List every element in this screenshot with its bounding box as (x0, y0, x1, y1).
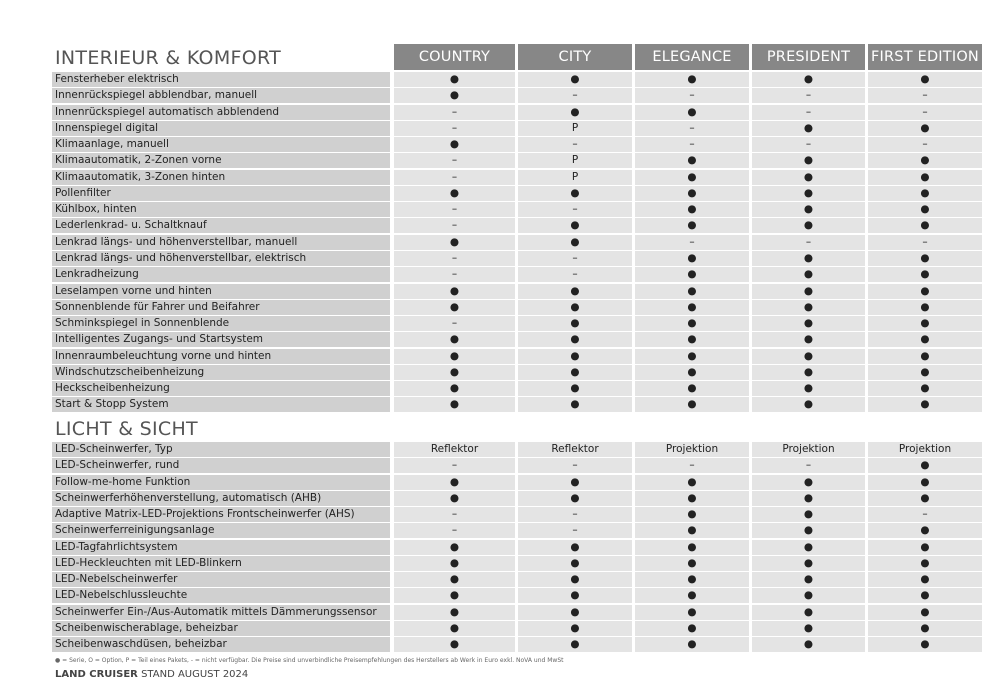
row-label: Sonnenblende für Fahrer und Beifahrer (52, 300, 390, 315)
table-row (0, 397, 990, 412)
row-value-first-edition: ● (868, 267, 982, 282)
row-value-elegance: ● (635, 332, 749, 347)
row-value-president: ● (752, 284, 865, 299)
row-value-country: – (394, 251, 515, 266)
table-row (0, 121, 990, 136)
table-row (0, 218, 990, 233)
row-value-elegance: ● (635, 475, 749, 490)
table-row (0, 186, 990, 201)
row-label: Klimaautomatik, 2-Zonen vorne (52, 153, 390, 168)
row-value-elegance: Projektion (635, 442, 749, 457)
row-value-country: ● (394, 491, 515, 506)
row-value-elegance: ● (635, 202, 749, 217)
row-value-president: Projektion (752, 442, 865, 457)
row-value-country: ● (394, 556, 515, 571)
row-value-elegance: ● (635, 349, 749, 364)
row-value-president: ● (752, 218, 865, 233)
row-label: Scheinwerferhöhenverstellung, automatisch (AHB) (52, 491, 390, 506)
row-label: Scheibenwischerablage, beheizbar (52, 621, 390, 636)
row-label: Scheinwerferreinigungsanlage (52, 523, 390, 538)
row-value-first-edition: ● (868, 202, 982, 217)
row-value-elegance: – (635, 235, 749, 250)
row-label: LED-Scheinwerfer, Typ (52, 442, 390, 457)
row-value-elegance: ● (635, 153, 749, 168)
row-value-city: ● (518, 540, 632, 555)
row-value-president: ● (752, 637, 865, 652)
row-value-first-edition: ● (868, 186, 982, 201)
column-header-country: COUNTRY (394, 44, 515, 70)
row-value-president: – (752, 88, 865, 103)
table-row (0, 88, 990, 103)
row-value-city: ● (518, 316, 632, 331)
row-value-elegance: ● (635, 491, 749, 506)
row-value-first-edition: ● (868, 637, 982, 652)
row-value-elegance: ● (635, 621, 749, 636)
row-value-elegance: ● (635, 540, 749, 555)
table-row (0, 202, 990, 217)
row-value-first-edition: – (868, 105, 982, 120)
row-value-elegance: ● (635, 397, 749, 412)
column-header-elegance: ELEGANCE (635, 44, 749, 70)
row-value-elegance: ● (635, 218, 749, 233)
column-header-city: CITY (518, 44, 632, 70)
table-row (0, 523, 990, 538)
row-value-president: ● (752, 507, 865, 522)
row-value-president: ● (752, 365, 865, 380)
row-value-country: – (394, 458, 515, 473)
row-label: Klimaanlage, manuell (52, 137, 390, 152)
table-row (0, 105, 990, 120)
row-value-president: ● (752, 72, 865, 87)
row-value-elegance: ● (635, 605, 749, 620)
table-row (0, 300, 990, 315)
brand-model: LAND CRUISER (55, 669, 138, 680)
row-value-city: ● (518, 332, 632, 347)
row-value-country: ● (394, 475, 515, 490)
row-value-country: ● (394, 137, 515, 152)
table-row (0, 365, 990, 380)
row-value-first-edition: ● (868, 491, 982, 506)
row-value-president: ● (752, 588, 865, 603)
row-value-president: – (752, 235, 865, 250)
row-value-president: ● (752, 475, 865, 490)
row-value-first-edition: ● (868, 284, 982, 299)
row-value-country: ● (394, 381, 515, 396)
row-value-city: Reflektor (518, 442, 632, 457)
table-row (0, 153, 990, 168)
row-value-city: ● (518, 349, 632, 364)
row-label: LED-Nebelscheinwerfer (52, 572, 390, 587)
row-value-first-edition: ● (868, 316, 982, 331)
row-value-elegance: ● (635, 170, 749, 185)
table-row (0, 637, 990, 652)
row-value-first-edition: ● (868, 365, 982, 380)
table-row (0, 507, 990, 522)
row-value-elegance: ● (635, 300, 749, 315)
row-value-country: ● (394, 588, 515, 603)
row-label: Windschutzscheibenheizung (52, 365, 390, 380)
table-row (0, 267, 990, 282)
row-value-elegance: – (635, 458, 749, 473)
row-value-first-edition: ● (868, 572, 982, 587)
row-value-city: ● (518, 300, 632, 315)
row-value-country: ● (394, 88, 515, 103)
row-label: Lenkrad längs- und höhenverstellbar, elektrisch (52, 251, 390, 266)
row-label: Innenraumbeleuchtung vorne und hinten (52, 349, 390, 364)
row-value-president: ● (752, 332, 865, 347)
row-label: Scheibenwaschdüsen, beheizbar (52, 637, 390, 652)
row-value-city: ● (518, 588, 632, 603)
row-value-country: – (394, 218, 515, 233)
row-value-city: ● (518, 72, 632, 87)
row-value-first-edition: ● (868, 121, 982, 136)
table-row (0, 491, 990, 506)
table-row (0, 381, 990, 396)
row-label: Fensterheber elektrisch (52, 72, 390, 87)
table-row (0, 621, 990, 636)
row-value-country: ● (394, 397, 515, 412)
row-value-president: ● (752, 491, 865, 506)
row-value-city: – (518, 137, 632, 152)
table-row (0, 349, 990, 364)
brand-stand: STAND AUGUST 2024 (141, 669, 249, 680)
row-value-president: ● (752, 556, 865, 571)
column-header-row (0, 44, 990, 70)
row-value-president: ● (752, 349, 865, 364)
row-label: Adaptive Matrix-LED-Projektions Frontscheinwerfer (AHS) (52, 507, 390, 522)
row-label: Schminkspiegel in Sonnenblende (52, 316, 390, 331)
row-value-first-edition: ● (868, 621, 982, 636)
row-value-elegance: ● (635, 284, 749, 299)
row-value-elegance: ● (635, 105, 749, 120)
row-value-country: ● (394, 637, 515, 652)
row-value-city: – (518, 202, 632, 217)
row-label: LED-Heckleuchten mit LED-Blinkern (52, 556, 390, 571)
row-value-city: ● (518, 621, 632, 636)
row-value-city: ● (518, 605, 632, 620)
row-value-president: ● (752, 540, 865, 555)
row-value-first-edition: – (868, 88, 982, 103)
row-value-elegance: – (635, 121, 749, 136)
row-value-president: ● (752, 186, 865, 201)
row-value-city: ● (518, 218, 632, 233)
row-value-country: – (394, 202, 515, 217)
row-value-city: ● (518, 105, 632, 120)
row-value-country: – (394, 170, 515, 185)
row-value-first-edition: Projektion (868, 442, 982, 457)
row-value-elegance: ● (635, 267, 749, 282)
table-row (0, 556, 990, 571)
row-value-first-edition: ● (868, 540, 982, 555)
table-row (0, 475, 990, 490)
row-label: Heckscheibenheizung (52, 381, 390, 396)
row-value-city: ● (518, 365, 632, 380)
row-value-first-edition: – (868, 507, 982, 522)
row-value-country: ● (394, 300, 515, 315)
row-value-president: ● (752, 251, 865, 266)
row-value-president: ● (752, 621, 865, 636)
row-value-elegance: ● (635, 251, 749, 266)
table-row (0, 458, 990, 473)
row-value-country: ● (394, 235, 515, 250)
row-label: Scheinwerfer Ein-/Aus-Automatik mittels Dämmerungssensor (52, 605, 390, 620)
row-value-president: ● (752, 300, 865, 315)
row-value-city: – (518, 507, 632, 522)
row-value-president: ● (752, 316, 865, 331)
row-value-elegance: ● (635, 365, 749, 380)
table-row (0, 540, 990, 555)
row-value-first-edition: ● (868, 72, 982, 87)
row-value-president: ● (752, 397, 865, 412)
row-value-city: ● (518, 475, 632, 490)
row-value-city: ● (518, 284, 632, 299)
row-value-president: – (752, 105, 865, 120)
row-value-elegance: ● (635, 316, 749, 331)
row-value-country: – (394, 121, 515, 136)
row-value-first-edition: ● (868, 332, 982, 347)
row-value-country: ● (394, 284, 515, 299)
row-value-president: ● (752, 572, 865, 587)
table-row (0, 605, 990, 620)
row-value-city: – (518, 523, 632, 538)
brand-line (55, 669, 248, 680)
row-label: Lenkradheizung (52, 267, 390, 282)
row-value-elegance: ● (635, 186, 749, 201)
table-row (0, 251, 990, 266)
row-value-city: – (518, 458, 632, 473)
row-label: Follow-me-home Funktion (52, 475, 390, 490)
row-value-first-edition: ● (868, 523, 982, 538)
row-value-president: ● (752, 121, 865, 136)
row-value-elegance: – (635, 137, 749, 152)
row-value-elegance: – (635, 88, 749, 103)
row-value-first-edition: ● (868, 349, 982, 364)
row-value-president: ● (752, 170, 865, 185)
row-value-first-edition: ● (868, 475, 982, 490)
column-header-president: PRESIDENT (752, 44, 865, 70)
row-value-city: – (518, 88, 632, 103)
table-row (0, 316, 990, 331)
row-value-first-edition: – (868, 137, 982, 152)
row-label: Lederlenkrad- u. Schaltknauf (52, 218, 390, 233)
row-value-country: ● (394, 621, 515, 636)
row-label: Kühlbox, hinten (52, 202, 390, 217)
row-value-city: ● (518, 186, 632, 201)
row-value-country: Reflektor (394, 442, 515, 457)
row-value-elegance: ● (635, 588, 749, 603)
row-value-president: ● (752, 202, 865, 217)
row-value-elegance: ● (635, 637, 749, 652)
row-value-first-edition: ● (868, 218, 982, 233)
table-row (0, 284, 990, 299)
row-value-city: – (518, 267, 632, 282)
row-value-country: ● (394, 186, 515, 201)
row-value-city: ● (518, 235, 632, 250)
footnote: ● = Serie, O = Option, P = Teil eines Pakets, - = nicht verfügbar. Die Preise sind unverbindliche Preisempfehlungen des Herstellers ab Werk in Euro exkl. NoVA und MwSt (55, 657, 564, 664)
row-value-president: ● (752, 267, 865, 282)
row-value-first-edition: ● (868, 556, 982, 571)
row-value-country: – (394, 316, 515, 331)
row-value-first-edition: ● (868, 251, 982, 266)
row-value-first-edition: ● (868, 300, 982, 315)
row-value-country: – (394, 105, 515, 120)
table-row (0, 588, 990, 603)
row-value-president: – (752, 137, 865, 152)
row-value-first-edition: ● (868, 458, 982, 473)
row-value-president: ● (752, 605, 865, 620)
row-value-president: ● (752, 381, 865, 396)
row-value-first-edition: ● (868, 588, 982, 603)
row-label: Intelligentes Zugangs- und Startsystem (52, 332, 390, 347)
row-label: Klimaautomatik, 3-Zonen hinten (52, 170, 390, 185)
row-value-president: ● (752, 523, 865, 538)
row-value-president: – (752, 458, 865, 473)
row-label: Innenrückspiegel automatisch abblendend (52, 105, 390, 120)
row-value-country: ● (394, 72, 515, 87)
table-row (0, 572, 990, 587)
row-value-country: ● (394, 605, 515, 620)
row-value-city: P (518, 121, 632, 136)
row-value-elegance: ● (635, 381, 749, 396)
table-row (0, 442, 990, 457)
row-label: LED-Tagfahrlichtsystem (52, 540, 390, 555)
row-value-city: P (518, 170, 632, 185)
row-value-country: ● (394, 540, 515, 555)
row-value-city: ● (518, 491, 632, 506)
column-header-first-edition: FIRST EDITION (868, 44, 982, 70)
row-value-city: ● (518, 397, 632, 412)
row-value-first-edition: ● (868, 381, 982, 396)
table-row (0, 332, 990, 347)
row-value-city: P (518, 153, 632, 168)
row-value-first-edition: ● (868, 397, 982, 412)
row-value-city: ● (518, 381, 632, 396)
row-label: LED-Scheinwerfer, rund (52, 458, 390, 473)
section-title-licht: LICHT & SICHT (55, 418, 198, 440)
row-label: Innenrückspiegel abblendbar, manuell (52, 88, 390, 103)
table-row (0, 170, 990, 185)
row-value-country: ● (394, 332, 515, 347)
row-value-elegance: ● (635, 72, 749, 87)
row-value-country: ● (394, 365, 515, 380)
row-value-first-edition: – (868, 235, 982, 250)
row-value-president: ● (752, 153, 865, 168)
row-value-first-edition: ● (868, 605, 982, 620)
row-value-elegance: ● (635, 507, 749, 522)
row-label: Lenkrad längs- und höhenverstellbar, manuell (52, 235, 390, 250)
row-label: Pollenfilter (52, 186, 390, 201)
row-value-country: ● (394, 349, 515, 364)
row-value-elegance: ● (635, 572, 749, 587)
row-value-country: – (394, 153, 515, 168)
row-label: Start & Stopp System (52, 397, 390, 412)
row-label: Leselampen vorne und hinten (52, 284, 390, 299)
row-value-country: – (394, 523, 515, 538)
row-value-city: ● (518, 572, 632, 587)
table-row (0, 72, 990, 87)
row-value-city: ● (518, 637, 632, 652)
row-value-elegance: ● (635, 556, 749, 571)
row-label: Innenspiegel digital (52, 121, 390, 136)
row-value-first-edition: ● (868, 153, 982, 168)
row-value-country: ● (394, 572, 515, 587)
row-value-city: – (518, 251, 632, 266)
row-value-first-edition: ● (868, 170, 982, 185)
row-label: LED-Nebelschlussleuchte (52, 588, 390, 603)
row-value-country: – (394, 507, 515, 522)
section-title-interieur: INTERIEUR & KOMFORT (55, 47, 282, 69)
row-value-city: ● (518, 556, 632, 571)
row-value-country: – (394, 267, 515, 282)
table-row (0, 235, 990, 250)
row-value-elegance: ● (635, 523, 749, 538)
table-row (0, 137, 990, 152)
